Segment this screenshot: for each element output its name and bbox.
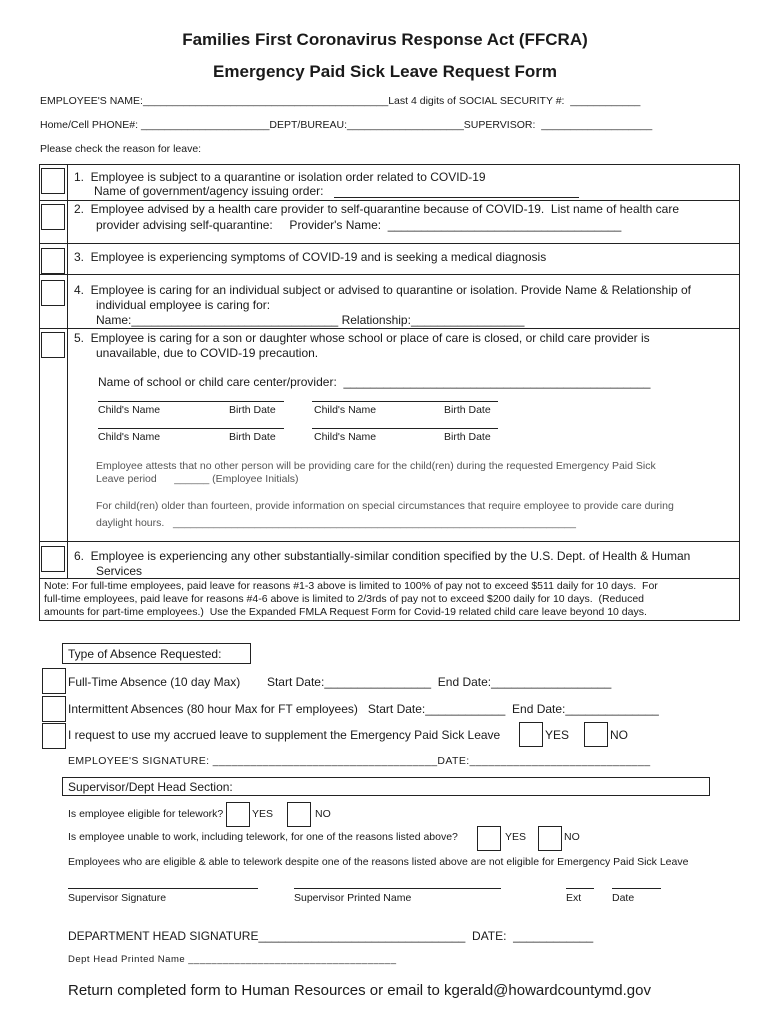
- eligibility-note: Employees who are eligible & able to telework despite one of the reasons listed above are not eligible for Emergency Paid Sick Leave: [68, 856, 689, 868]
- child-name-label: Child's Name: [98, 404, 161, 416]
- employee-info-line[interactable]: EMPLOYEE'S NAME:__________________________________________Last 4 digits of SOCIAL SECURITY #: ____________: [40, 95, 641, 107]
- accrued-no-checkbox[interactable]: [584, 722, 608, 747]
- reason-1-checkbox[interactable]: [41, 168, 65, 194]
- form-subtitle: Emergency Paid Sick Leave Request Form: [213, 62, 557, 81]
- contact-info-line[interactable]: Home/Cell PHONE#: ______________________DEPT/BUREAU:____________________SUPERVISOR: ___________________: [40, 119, 653, 131]
- row-divider: [39, 541, 740, 542]
- row-divider: [39, 274, 740, 275]
- telework-question: Is employee eligible for telework?: [68, 808, 224, 820]
- telework-yes-checkbox[interactable]: [226, 802, 250, 827]
- reason-4-subtext: individual employee is caring for:: [96, 298, 271, 312]
- date-label: Date: [612, 892, 635, 904]
- older-children-text: For child(ren) older than fourteen, provide information on special circumstances that require employee to provide care during: [96, 500, 674, 512]
- form-title: Families First Coronavirus Response Act (FFCRA): [182, 30, 588, 49]
- reason-6-text: 6. Employee is experiencing any other substantially-similar condition specified by the U.S. Dept. of Health & Human: [74, 549, 691, 563]
- dept-head-signature-field[interactable]: DEPARTMENT HEAD SIGNATURE_______________________________ DATE: ____________: [68, 929, 594, 943]
- reason-instruction: Please check the reason for leave:: [40, 143, 202, 155]
- note-line-1: Note: For full-time employees, paid leave for reasons #1-3 above is limited to 100% of pay not to exceed $511 daily for 10 days. For: [44, 580, 658, 592]
- employee-initials-field[interactable]: Leave period ______ (Employee Initials): [96, 473, 299, 485]
- reason-3-text: 3. Employee is experiencing symptoms of COVID-19 and is seeking a medical diagnosis: [74, 250, 547, 264]
- unable-question: Is employee unable to work, including telework, for one of the reasons listed above?: [68, 831, 458, 843]
- full-time-field[interactable]: Full-Time Absence (10 day Max) Start Date:________________ End Date:__________________: [68, 675, 612, 689]
- row-divider: [39, 200, 740, 201]
- reason-5-checkbox[interactable]: [41, 332, 65, 358]
- accrued-text: I request to use my accrued leave to supplement the Emergency Paid Sick Leave: [68, 728, 501, 742]
- child-name-line[interactable]: [312, 428, 498, 429]
- note-line-2: full-time employees, paid leave for reasons #4-6 above is limited to 2/3rds of pay not to exceed $200 daily for 10 days. (Reduced: [44, 593, 645, 605]
- child-name-line[interactable]: [98, 428, 284, 429]
- unable-yes-label: YES: [505, 831, 527, 843]
- reason-5-subtext: unavailable, due to COVID-19 precaution.: [96, 346, 319, 360]
- reason-4-text: 4. Employee is caring for an individual subject or advised to quarantine or isolation. Provide Name & Relationship of: [74, 283, 692, 297]
- birth-date-label: Birth Date: [229, 431, 276, 443]
- reason-1-agency-field[interactable]: Name of government/agency issuing order:: [94, 184, 324, 198]
- telework-no-checkbox[interactable]: [287, 802, 311, 827]
- reason-4-checkbox[interactable]: [41, 280, 65, 306]
- school-name-field[interactable]: Name of school or child care center/provider: ______________________________________________: [98, 375, 651, 389]
- supervisor-signature-label: Supervisor Signature: [68, 892, 167, 904]
- supervisor-header: Supervisor/Dept Head Section:: [68, 780, 233, 794]
- return-instructions: Return completed form to Human Resources or email to kgerald@howardcountymd.gov: [68, 982, 651, 999]
- row-divider: [39, 328, 740, 329]
- unable-no-checkbox[interactable]: [538, 826, 562, 851]
- attestation-text: Employee attests that no other person will be providing care for the child(ren) during the requested Emergency Paid Sick: [96, 460, 656, 472]
- absence-header: Type of Absence Requested:: [68, 647, 222, 661]
- ext-line[interactable]: [566, 888, 594, 889]
- note-line-3: amounts for part-time employees.) Use the Expanded FMLA Request Form for Covid-19 related child care leave beyond 10 days.: [44, 606, 647, 618]
- accrued-checkbox[interactable]: [42, 723, 66, 749]
- intermittent-checkbox[interactable]: [42, 696, 66, 722]
- child-name-label: Child's Name: [314, 404, 377, 416]
- date-line[interactable]: [612, 888, 661, 889]
- reason-2-provider-field[interactable]: provider advising self-quarantine: Provider's Name: ___________________________________: [96, 218, 622, 232]
- employee-signature-field[interactable]: EMPLOYEE'S SIGNATURE: ____________________________________DATE:_____________________________: [68, 755, 651, 767]
- unable-no-label: NO: [564, 831, 580, 843]
- reason-3-checkbox[interactable]: [41, 248, 65, 274]
- accrued-yes-checkbox[interactable]: [519, 722, 543, 747]
- reason-4-name-field[interactable]: Name:_______________________________ Relationship:_________________: [96, 313, 525, 327]
- telework-yes-label: YES: [252, 808, 274, 820]
- child-name-label: Child's Name: [314, 431, 377, 443]
- supervisor-name-label: Supervisor Printed Name: [294, 892, 412, 904]
- telework-no-label: NO: [315, 808, 331, 820]
- intermittent-field[interactable]: Intermittent Absences (80 hour Max for FT employees) Start Date:____________ End Date:______________: [68, 702, 659, 716]
- supervisor-name-line[interactable]: [294, 888, 501, 889]
- birth-date-label: Birth Date: [229, 404, 276, 416]
- row-divider: [39, 578, 740, 579]
- child-name-line[interactable]: [312, 401, 498, 402]
- ext-label: Ext: [566, 892, 582, 904]
- reason-1-text: 1. Employee is subject to a quarantine or isolation order related to COVID-19: [74, 170, 486, 184]
- reason-2-text: 2. Employee advised by a health care provider to self-quarantine because of COVID-19. List name of health care: [74, 202, 680, 216]
- reason-6-subtext: Services: [96, 564, 143, 578]
- child-name-line[interactable]: [98, 401, 284, 402]
- reason-2-checkbox[interactable]: [41, 204, 65, 230]
- accrued-yes-label: YES: [545, 728, 570, 742]
- child-name-label: Child's Name: [98, 431, 161, 443]
- accrued-no-label: NO: [610, 728, 628, 742]
- reason-6-checkbox[interactable]: [41, 546, 65, 572]
- row-divider: [39, 243, 740, 244]
- daylight-hours-field[interactable]: daylight hours. _____________________________________________________________________: [96, 517, 576, 529]
- reason-5-text: 5. Employee is caring for a son or daughter whose school or place of care is closed, or child care provider is: [74, 331, 650, 345]
- full-time-checkbox[interactable]: [42, 668, 66, 694]
- checkbox-column-divider: [67, 164, 68, 578]
- birth-date-label: Birth Date: [444, 431, 491, 443]
- birth-date-label: Birth Date: [444, 404, 491, 416]
- dept-head-name-field[interactable]: Dept Head Printed Name ____________________________________: [68, 954, 397, 965]
- unable-yes-checkbox[interactable]: [477, 826, 501, 851]
- supervisor-signature-line[interactable]: [68, 888, 258, 889]
- agency-underline: [334, 197, 579, 198]
